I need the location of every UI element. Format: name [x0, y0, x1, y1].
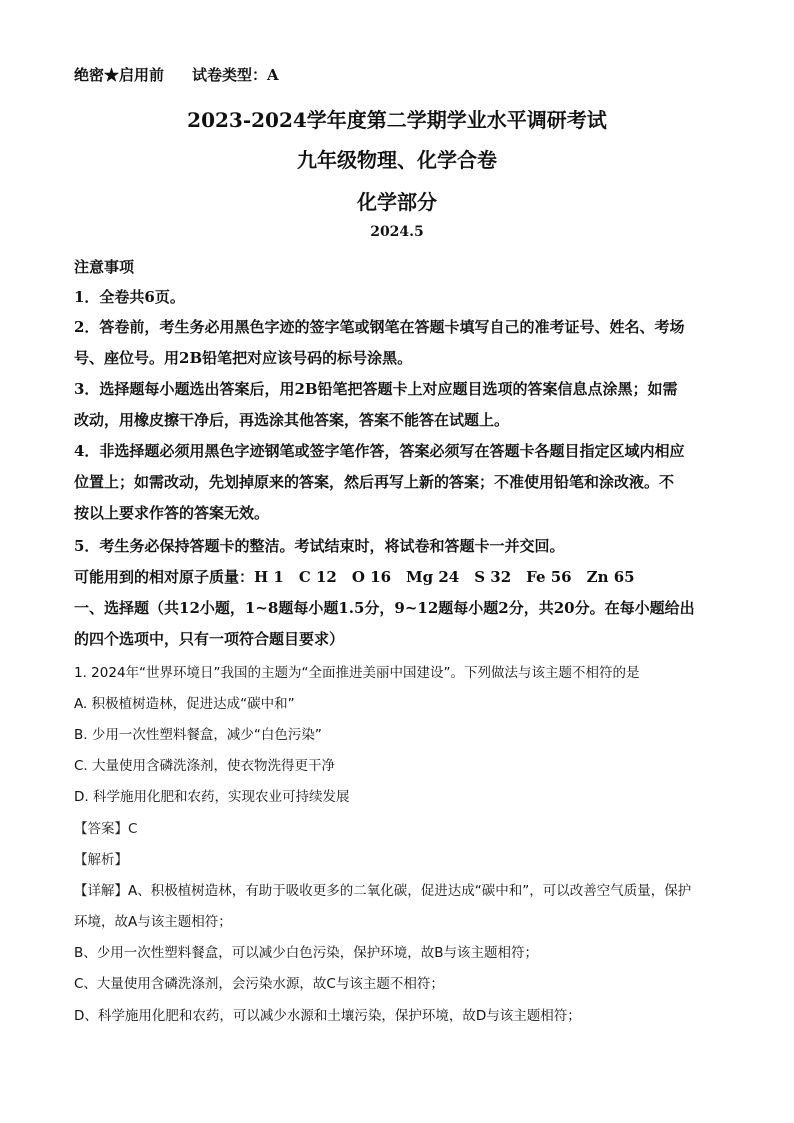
option-a: A. 积极植树造林，促进达成“碳中和” [74, 696, 295, 712]
question-stem: 1. 2024年“世界环境日”我国的主题为“全面推进美丽中国建设”。下列做法与该主题不相符的是 [74, 665, 640, 681]
notes-item: 号、座位号。用2B铅笔把对应该号码的标号涂黑。 [74, 349, 413, 367]
notes-item: 1．全卷共6页。 [74, 288, 185, 306]
secret-label: 绝密★启用前 [74, 66, 165, 84]
explanation-line: B、少用一次性塑料餐盒，可以减少白色污染，保护环境，故B与该主题相符； [74, 945, 539, 961]
section-heading: 一、选择题（共12小题，1~8题每小题1.5分，9~12题每小题2分，共20分。在每小题给出 [74, 599, 695, 617]
notes-item: 2．答卷前，考生务必用黑色字迹的签字笔或钢笔在答题卡填写自己的准考证号、姓名、考场 [74, 318, 685, 336]
exam-section-title: 化学部分 [357, 190, 437, 214]
option-d: D. 科学施用化肥和农药，实现农业可持续发展 [74, 789, 350, 805]
analysis-label: 【解析】 [74, 852, 128, 868]
atomic-masses: 可能用到的相对原子质量：H 1 C 12 O 16 Mg 24 S 32 Fe 56 Zn 65 [74, 568, 635, 586]
notes-item: 改动，用橡皮擦干净后，再选涂其他答案，答案不能答在试题上。 [74, 411, 510, 429]
option-b: B. 少用一次性塑料餐盒，减少“白色污染” [74, 727, 322, 743]
notes-heading: 注意事项 [74, 258, 135, 276]
explanation-line: 环境，故A与该主题相符； [74, 914, 232, 930]
explanation-line: D、科学施用化肥和农药，可以减少水源和土壤污染，保护环境，故D与该主题相符； [74, 1008, 581, 1024]
notes-item: 按以上要求作答的答案无效。 [74, 504, 270, 522]
notes-item: 位置上；如需改动，先划掉原来的答案，然后再写上新的答案；不准使用铅笔和涂改液。不 [74, 473, 675, 491]
section-heading-cont: 的四个选项中，只有一项符合题目要求） [74, 630, 345, 648]
paper-type: 试卷类型：A [192, 66, 279, 84]
exam-subtitle: 九年级物理、化学合卷 [297, 148, 497, 172]
secret-header [74, 64, 279, 85]
explanation-line: C、大量使用含磷洗涤剂，会污染水源，故C与该主题不相符； [74, 976, 444, 992]
explanation-line: 【详解】A、积极植树造林，有助于吸收更多的二氧化碳，促进达成“碳中和”，可以改善空气质量，保护 [74, 883, 692, 899]
option-c: C. 大量使用含磷洗涤剂，使衣物洗得更干净 [74, 758, 336, 774]
exam-title: 2023-2024学年度第二学期学业水平调研考试 [187, 108, 607, 132]
notes-item: 4．非选择题必须用黑色字迹钢笔或签字笔作答，答案必须写在答题卡各题目指定区域内相应 [74, 442, 685, 460]
notes-item: 3．选择题每小题选出答案后，用2B铅笔把答题卡上对应题目选项的答案信息点涂黑；如需 [74, 380, 678, 398]
exam-date: 2024.5 [370, 224, 424, 240]
answer-label: 【答案】C [74, 821, 138, 837]
notes-item: 5．考生务必保持答题卡的整洁。考试结束时，将试卷和答题卡一并交回。 [74, 537, 565, 555]
